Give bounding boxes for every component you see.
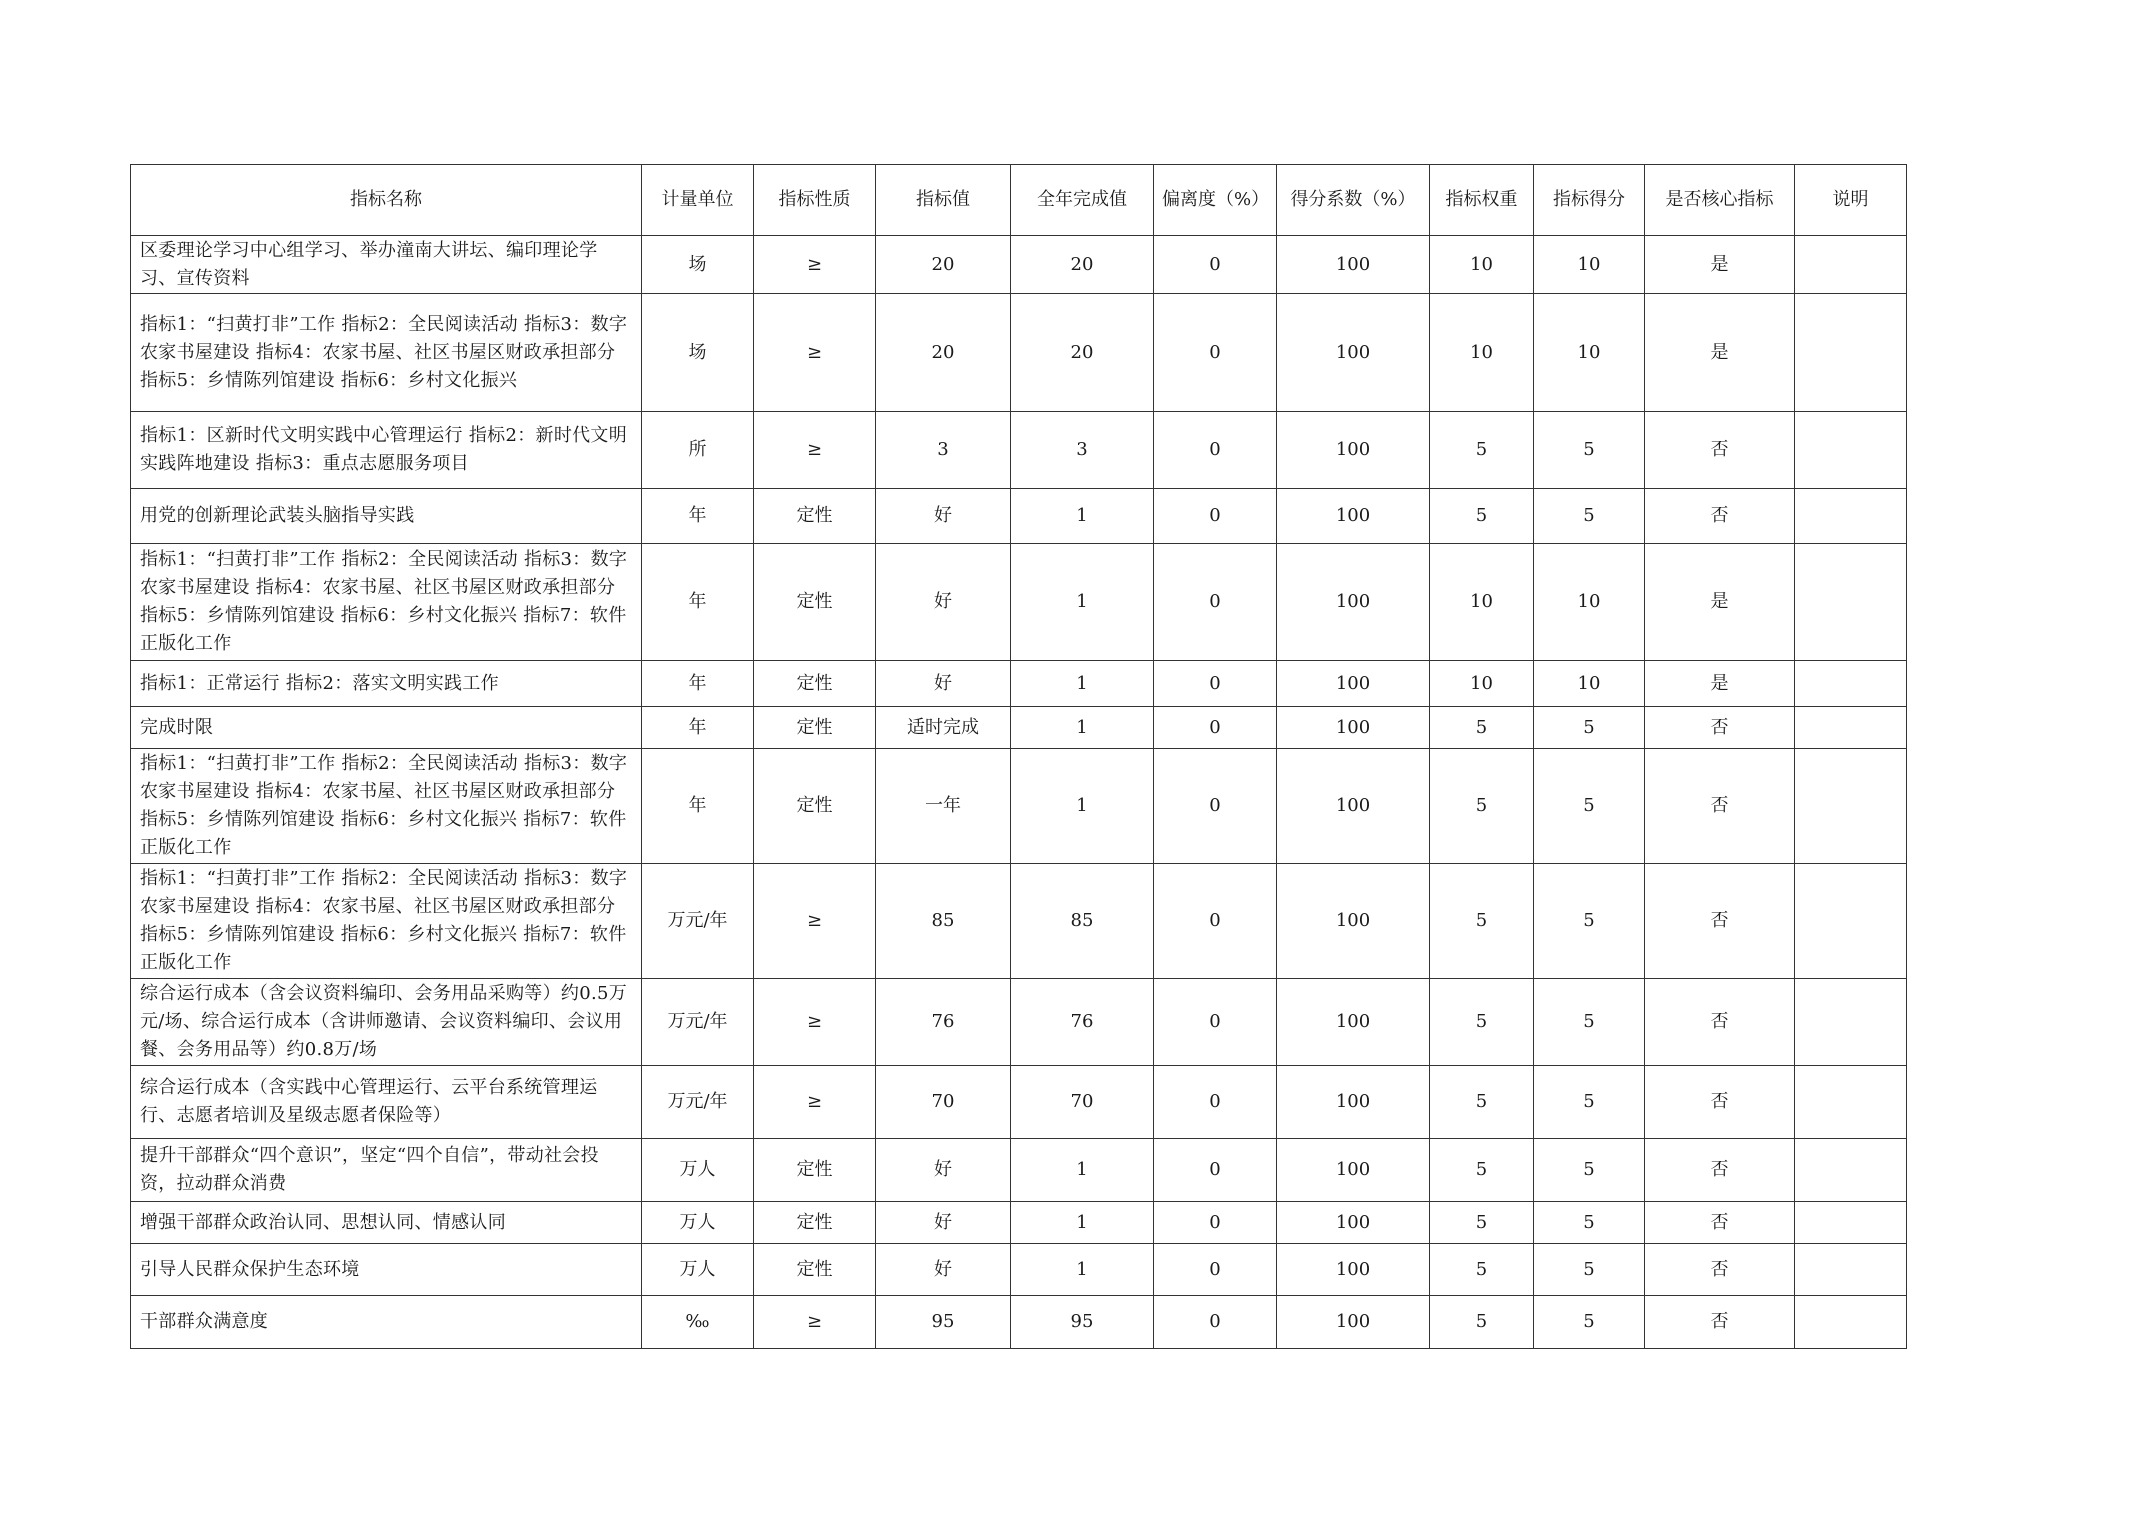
score-cell: 5 [1534, 979, 1645, 1066]
indicator-value-cell: 好 [876, 1244, 1011, 1296]
indicator-name-cell: 提升干部群众“四个意识”，坚定“四个自信”，带动社会投资，拉动群众消费 [131, 1139, 642, 1202]
deviation-cell: 0 [1154, 707, 1277, 749]
score-cell: 10 [1534, 294, 1645, 412]
note-cell [1795, 412, 1907, 489]
is-core-cell: 否 [1645, 489, 1795, 544]
score-coefficient-cell: 100 [1277, 1244, 1430, 1296]
deviation-cell: 0 [1154, 544, 1277, 661]
weight-cell: 5 [1430, 1296, 1534, 1349]
header-completed-value: 全年完成值 [1011, 165, 1154, 236]
table-row [131, 294, 1907, 412]
indicator-name-cell: 完成时限 [131, 707, 642, 749]
score-cell: 5 [1534, 1066, 1645, 1139]
indicator-name-cell: 综合运行成本（含会议资料编印、会务用品采购等）约0.5万元/场、综合运行成本（含讲师邀请、会议资料编印、会议用餐、会务用品等）约0.8万/场 [131, 979, 642, 1066]
weight-cell: 5 [1430, 1139, 1534, 1202]
table-row [131, 749, 1907, 864]
unit-cell: 年 [642, 661, 754, 707]
unit-cell: 年 [642, 489, 754, 544]
table-row [131, 489, 1907, 544]
indicator-name-cell: 增强干部群众政治认同、思想认同、情感认同 [131, 1202, 642, 1244]
note-cell [1795, 1139, 1907, 1202]
is-core-cell: 否 [1645, 1244, 1795, 1296]
score-coefficient-cell: 100 [1277, 749, 1430, 864]
unit-cell: 万人 [642, 1202, 754, 1244]
score-coefficient-cell: 100 [1277, 294, 1430, 412]
indicator-name-cell: 指标1：正常运行 指标2：落实文明实践工作 [131, 661, 642, 707]
unit-cell: 万元/年 [642, 979, 754, 1066]
score-coefficient-cell: 100 [1277, 412, 1430, 489]
is-core-cell: 否 [1645, 1296, 1795, 1349]
score-coefficient-cell: 100 [1277, 661, 1430, 707]
indicator-value-cell: 20 [876, 236, 1011, 294]
deviation-cell: 0 [1154, 1244, 1277, 1296]
is-core-cell: 是 [1645, 544, 1795, 661]
score-cell: 5 [1534, 1139, 1645, 1202]
is-core-cell: 是 [1645, 661, 1795, 707]
is-core-cell: 是 [1645, 294, 1795, 412]
nature-cell: 定性 [754, 489, 876, 544]
completed-value-cell: 1 [1011, 1202, 1154, 1244]
deviation-cell: 0 [1154, 864, 1277, 979]
weight-cell: 10 [1430, 236, 1534, 294]
note-cell [1795, 1244, 1907, 1296]
indicator-value-cell: 好 [876, 1139, 1011, 1202]
nature-cell: 定性 [754, 1139, 876, 1202]
weight-cell: 10 [1430, 661, 1534, 707]
weight-cell: 5 [1430, 1244, 1534, 1296]
score-coefficient-cell: 100 [1277, 1296, 1430, 1349]
completed-value-cell: 1 [1011, 707, 1154, 749]
indicator-value-cell: 76 [876, 979, 1011, 1066]
header-deviation: 偏离度（%） [1154, 165, 1277, 236]
indicator-value-cell: 好 [876, 1202, 1011, 1244]
indicator-value-cell: 好 [876, 489, 1011, 544]
score-coefficient-cell: 100 [1277, 979, 1430, 1066]
weight-cell: 5 [1430, 1066, 1534, 1139]
score-coefficient-cell: 100 [1277, 1139, 1430, 1202]
is-core-cell: 否 [1645, 1139, 1795, 1202]
indicator-name-cell: 用党的创新理论武装头脑指导实践 [131, 489, 642, 544]
indicator-name-cell: 指标1：区新时代文明实践中心管理运行 指标2：新时代文明实践阵地建设 指标3：重点志愿服务项目 [131, 412, 642, 489]
note-cell [1795, 1296, 1907, 1349]
table-row [131, 661, 1907, 707]
note-cell [1795, 236, 1907, 294]
completed-value-cell: 1 [1011, 544, 1154, 661]
nature-cell: 定性 [754, 1244, 876, 1296]
completed-value-cell: 95 [1011, 1296, 1154, 1349]
unit-cell: 万人 [642, 1139, 754, 1202]
note-cell [1795, 1202, 1907, 1244]
score-coefficient-cell: 100 [1277, 1066, 1430, 1139]
completed-value-cell: 20 [1011, 294, 1154, 412]
indicator-value-cell: 好 [876, 661, 1011, 707]
indicator-name-cell: 引导人民群众保护生态环境 [131, 1244, 642, 1296]
completed-value-cell: 1 [1011, 661, 1154, 707]
score-cell: 5 [1534, 864, 1645, 979]
completed-value-cell: 70 [1011, 1066, 1154, 1139]
indicator-value-cell: 85 [876, 864, 1011, 979]
indicator-name-cell: 区委理论学习中心组学习、举办潼南大讲坛、编印理论学习、宣传资料 [131, 236, 642, 294]
header-score: 指标得分 [1534, 165, 1645, 236]
completed-value-cell: 1 [1011, 1244, 1154, 1296]
table-header-row [131, 165, 1907, 236]
is-core-cell: 否 [1645, 707, 1795, 749]
score-cell: 10 [1534, 661, 1645, 707]
header-unit: 计量单位 [642, 165, 754, 236]
note-cell [1795, 1066, 1907, 1139]
weight-cell: 5 [1430, 749, 1534, 864]
table-body [131, 236, 1907, 1349]
score-cell: 5 [1534, 707, 1645, 749]
table-row [131, 1244, 1907, 1296]
deviation-cell: 0 [1154, 236, 1277, 294]
header-weight: 指标权重 [1430, 165, 1534, 236]
table-row [131, 412, 1907, 489]
unit-cell: 万元/年 [642, 864, 754, 979]
indicator-name-cell: 干部群众满意度 [131, 1296, 642, 1349]
table-row [131, 707, 1907, 749]
completed-value-cell: 3 [1011, 412, 1154, 489]
nature-cell: ≥ [754, 1296, 876, 1349]
weight-cell: 5 [1430, 864, 1534, 979]
table-row [131, 1139, 1907, 1202]
header-indicator-value: 指标值 [876, 165, 1011, 236]
table-row [131, 1202, 1907, 1244]
note-cell [1795, 749, 1907, 864]
note-cell [1795, 979, 1907, 1066]
score-cell: 5 [1534, 489, 1645, 544]
header-is-core: 是否核心指标 [1645, 165, 1795, 236]
deviation-cell: 0 [1154, 294, 1277, 412]
indicator-name-cell: 指标1：“扫黄打非”工作 指标2：全民阅读活动 指标3：数字农家书屋建设 指标4：农家书屋、社区书屋区财政承担部分 指标5：乡情陈列馆建设 指标6：乡村文化振兴 [131, 294, 642, 412]
deviation-cell: 0 [1154, 1139, 1277, 1202]
deviation-cell: 0 [1154, 749, 1277, 864]
indicator-value-cell: 20 [876, 294, 1011, 412]
unit-cell: 年 [642, 749, 754, 864]
note-cell [1795, 661, 1907, 707]
score-cell: 5 [1534, 749, 1645, 864]
unit-cell: ‰ [642, 1296, 754, 1349]
score-cell: 5 [1534, 412, 1645, 489]
unit-cell: 场 [642, 294, 754, 412]
indicator-value-cell: 适时完成 [876, 707, 1011, 749]
deviation-cell: 0 [1154, 412, 1277, 489]
score-cell: 5 [1534, 1296, 1645, 1349]
completed-value-cell: 1 [1011, 1139, 1154, 1202]
nature-cell: ≥ [754, 412, 876, 489]
is-core-cell: 否 [1645, 749, 1795, 864]
header-note: 说明 [1795, 165, 1907, 236]
indicator-value-cell: 70 [876, 1066, 1011, 1139]
weight-cell: 5 [1430, 489, 1534, 544]
indicator-name-cell: 指标1：“扫黄打非”工作 指标2：全民阅读活动 指标3：数字农家书屋建设 指标4：农家书屋、社区书屋区财政承担部分 指标5：乡情陈列馆建设 指标6：乡村文化振兴 指标7：软件正版化工作 [131, 544, 642, 661]
deviation-cell: 0 [1154, 489, 1277, 544]
is-core-cell: 否 [1645, 864, 1795, 979]
deviation-cell: 0 [1154, 661, 1277, 707]
nature-cell: ≥ [754, 979, 876, 1066]
table-row [131, 236, 1907, 294]
deviation-cell: 0 [1154, 1066, 1277, 1139]
nature-cell: ≥ [754, 294, 876, 412]
indicator-value-cell: 好 [876, 544, 1011, 661]
is-core-cell: 否 [1645, 979, 1795, 1066]
completed-value-cell: 1 [1011, 749, 1154, 864]
indicator-name-cell: 指标1：“扫黄打非”工作 指标2：全民阅读活动 指标3：数字农家书屋建设 指标4：农家书屋、社区书屋区财政承担部分 指标5：乡情陈列馆建设 指标6：乡村文化振兴 指标7：软件正版化工作 [131, 749, 642, 864]
header-nature: 指标性质 [754, 165, 876, 236]
score-cell: 5 [1534, 1202, 1645, 1244]
nature-cell: 定性 [754, 661, 876, 707]
table-row [131, 1296, 1907, 1349]
score-coefficient-cell: 100 [1277, 707, 1430, 749]
deviation-cell: 0 [1154, 1296, 1277, 1349]
score-coefficient-cell: 100 [1277, 236, 1430, 294]
indicator-value-cell: 一年 [876, 749, 1011, 864]
header-score-coefficient: 得分系数（%） [1277, 165, 1430, 236]
nature-cell: 定性 [754, 1202, 876, 1244]
nature-cell: ≥ [754, 236, 876, 294]
nature-cell: 定性 [754, 544, 876, 661]
score-coefficient-cell: 100 [1277, 489, 1430, 544]
weight-cell: 10 [1430, 294, 1534, 412]
unit-cell: 万元/年 [642, 1066, 754, 1139]
score-coefficient-cell: 100 [1277, 1202, 1430, 1244]
completed-value-cell: 76 [1011, 979, 1154, 1066]
unit-cell: 年 [642, 707, 754, 749]
score-cell: 10 [1534, 236, 1645, 294]
performance-indicator-table [130, 164, 1907, 1349]
unit-cell: 年 [642, 544, 754, 661]
note-cell [1795, 864, 1907, 979]
indicator-value-cell: 95 [876, 1296, 1011, 1349]
header-indicator-name: 指标名称 [131, 165, 642, 236]
unit-cell: 所 [642, 412, 754, 489]
table-row [131, 544, 1907, 661]
indicator-value-cell: 3 [876, 412, 1011, 489]
table-row [131, 979, 1907, 1066]
indicator-name-cell: 指标1：“扫黄打非”工作 指标2：全民阅读活动 指标3：数字农家书屋建设 指标4：农家书屋、社区书屋区财政承担部分 指标5：乡情陈列馆建设 指标6：乡村文化振兴 指标7：软件正版化工作 [131, 864, 642, 979]
weight-cell: 5 [1430, 979, 1534, 1066]
weight-cell: 5 [1430, 412, 1534, 489]
is-core-cell: 否 [1645, 412, 1795, 489]
unit-cell: 场 [642, 236, 754, 294]
table-row [131, 864, 1907, 979]
score-coefficient-cell: 100 [1277, 864, 1430, 979]
table-row [131, 1066, 1907, 1139]
completed-value-cell: 1 [1011, 489, 1154, 544]
note-cell [1795, 294, 1907, 412]
completed-value-cell: 20 [1011, 236, 1154, 294]
weight-cell: 10 [1430, 544, 1534, 661]
score-cell: 5 [1534, 1244, 1645, 1296]
completed-value-cell: 85 [1011, 864, 1154, 979]
is-core-cell: 否 [1645, 1202, 1795, 1244]
nature-cell: 定性 [754, 707, 876, 749]
nature-cell: 定性 [754, 749, 876, 864]
is-core-cell: 是 [1645, 236, 1795, 294]
note-cell [1795, 544, 1907, 661]
nature-cell: ≥ [754, 1066, 876, 1139]
deviation-cell: 0 [1154, 1202, 1277, 1244]
unit-cell: 万人 [642, 1244, 754, 1296]
note-cell [1795, 489, 1907, 544]
nature-cell: ≥ [754, 864, 876, 979]
weight-cell: 5 [1430, 707, 1534, 749]
note-cell [1795, 707, 1907, 749]
is-core-cell: 否 [1645, 1066, 1795, 1139]
score-cell: 10 [1534, 544, 1645, 661]
score-coefficient-cell: 100 [1277, 544, 1430, 661]
deviation-cell: 0 [1154, 979, 1277, 1066]
weight-cell: 5 [1430, 1202, 1534, 1244]
indicator-name-cell: 综合运行成本（含实践中心管理运行、云平台系统管理运行、志愿者培训及星级志愿者保险等） [131, 1066, 642, 1139]
